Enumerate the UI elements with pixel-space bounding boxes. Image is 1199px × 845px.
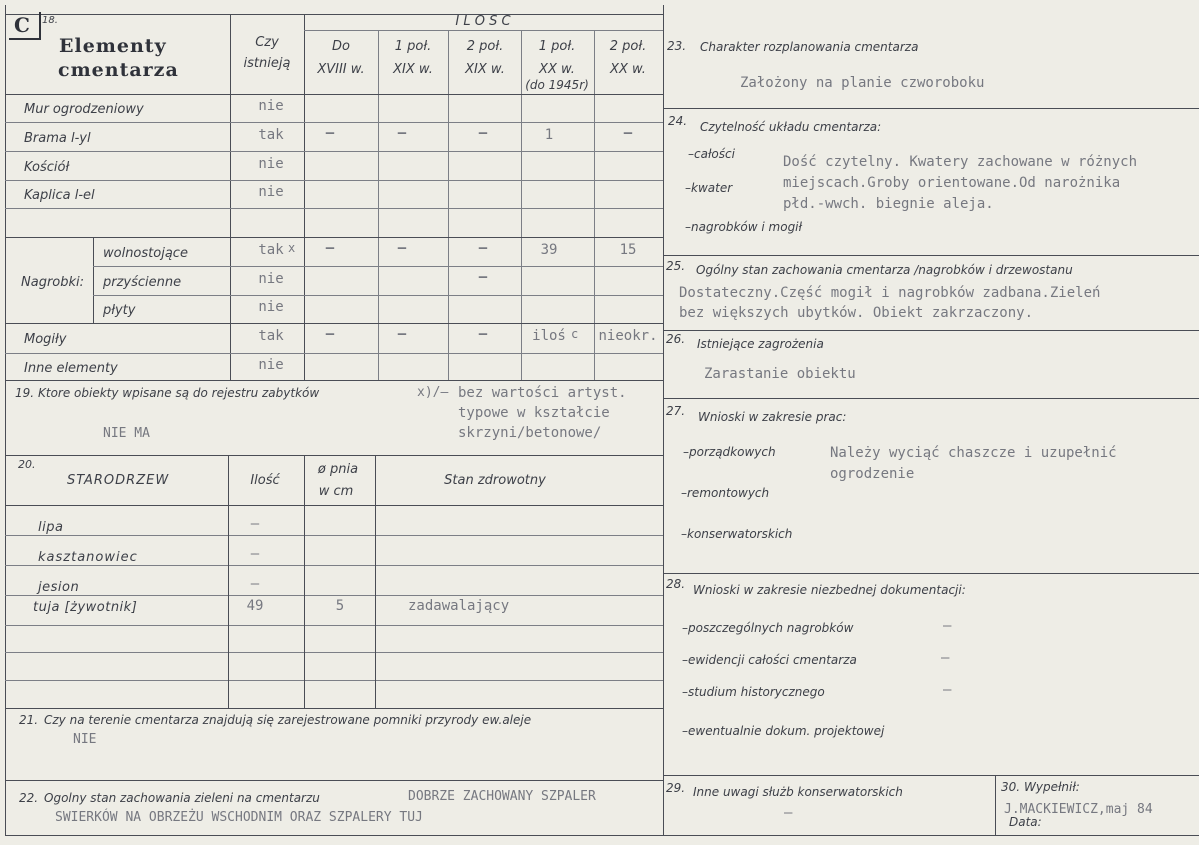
row-7-period-3: – <box>478 268 488 285</box>
row-6-period-2: – <box>397 239 407 256</box>
row-label-10: Inne elementy <box>24 360 118 376</box>
tree-name-4: tuja [żywotnik] <box>33 600 138 615</box>
row-2-period-4: 1 <box>544 126 554 143</box>
tree-qty-4: 49 <box>246 598 264 614</box>
row-2-period-1: – <box>325 124 335 141</box>
section-19-label: Ktore obiekty wpisane są do rejestru zabytków <box>38 386 320 400</box>
row-exists-1: nie <box>258 98 284 114</box>
section-25-number: 25. <box>666 259 686 273</box>
col-diam-2: w cm <box>318 484 354 499</box>
row-exists-6: tak <box>258 241 284 258</box>
section-24-label: Czytelność układu cmentarza: <box>700 120 882 134</box>
row-2-period-3: – <box>478 124 488 141</box>
col-ilosc: I L O S C <box>455 14 511 29</box>
row-exists-2: tak <box>258 126 284 143</box>
tree-name-1: lipa <box>38 520 64 535</box>
section-19-footnote-mark: x)/– <box>417 385 449 400</box>
section-28-number: 28. <box>666 577 686 591</box>
row-9-period-5: nieokr. <box>598 328 658 344</box>
section-28-item-2-value: – <box>941 650 950 666</box>
col-diam-1: ø pnia <box>317 462 359 477</box>
section-29-value: – <box>784 805 793 821</box>
section-22-number: 22. <box>19 791 39 805</box>
section-24-item-2: –kwater <box>685 181 733 195</box>
period-header-4-line-3: (do 1945r) <box>525 78 589 92</box>
row-6-period-1: – <box>325 239 335 256</box>
row-9-period-4: iloś <box>532 328 566 344</box>
section-24-value-2: miejscach.Groby orientowane.Od narożnika <box>783 175 1121 191</box>
period-header-1-line-2: XVIII w. <box>317 62 365 77</box>
section-22-label: Ogolny stan zachowania zieleni na cmentarzu <box>44 791 320 805</box>
section-21-value: NIE <box>73 732 97 747</box>
row-label-2: Brama l-yl <box>24 130 91 146</box>
footnote-mark-x: x <box>288 241 296 255</box>
section-28-item-4: –ewentualnie dokum. projektowej <box>682 724 885 738</box>
section-19-footnote-3: skrzyni/betonowe/ <box>458 425 602 441</box>
row-6-period-5: 15 <box>619 241 637 258</box>
section-24-value-3: płd.-wwch. biegnie aleja. <box>783 196 994 212</box>
row-label-8: płyty <box>103 303 136 318</box>
row-2-period-2: – <box>397 124 407 141</box>
section-26-value: Zarastanie obiektu <box>704 366 856 382</box>
section-28-item-1-value: – <box>943 618 952 634</box>
section-24-value-1: Dość czytelny. Kwatery zachowane w różnych <box>783 154 1138 170</box>
section-29-number: 29. <box>666 781 686 795</box>
section-20-number: 20. <box>18 458 36 471</box>
section-27-item-3: –konserwatorskich <box>681 527 793 541</box>
tree-qty-1: – <box>250 516 260 532</box>
tree-name-3: jesion <box>38 580 80 595</box>
col-exists-1: Czy <box>255 35 279 50</box>
section-22-value-1: DOBRZE ZACHOWANY SZPALER <box>408 789 596 804</box>
section-26-label: Istniejące zagrożenia <box>697 337 824 351</box>
section-19-footnote-2: typowe w kształcie <box>458 405 610 421</box>
row-exists-10: nie <box>258 356 284 373</box>
row-label-6: wolnostojące <box>103 245 188 261</box>
section-30-number: 30. <box>1001 780 1021 794</box>
row-9-period-1: – <box>325 326 335 342</box>
section-27-number: 27. <box>666 404 686 418</box>
period-header-5-line-2: XX w. <box>610 62 646 77</box>
section-22-value-2: SWIERKÓW NA OBRZEŻU WSCHODNIM ORAZ SZPALERY TUJ <box>55 810 423 825</box>
section-28-item-3-value: – <box>943 682 952 698</box>
section-25-value-1: Dostateczny.Część mogił i nagrobków zadbana.Zieleń <box>679 285 1101 301</box>
tree-diam-4: 5 <box>335 598 345 614</box>
row-label-3: Kościół <box>24 159 70 175</box>
row-exists-7: nie <box>258 270 284 287</box>
section-28-item-2: –ewidencji całości cmentarza <box>682 653 857 667</box>
period-header-5-line-1: 2 poł. <box>609 39 647 54</box>
section-19-value: NIE MA <box>103 426 150 441</box>
section-24-item-1: –całości <box>688 147 735 161</box>
section-18-title-2: cmentarza <box>58 59 179 81</box>
section-20-header: STARODRZEW <box>67 473 170 488</box>
row-9-period-2: – <box>397 326 407 342</box>
row-label-9: Mogiły <box>24 332 67 347</box>
section-30-value: J.MACKIEWICZ,maj 84 <box>1004 802 1153 817</box>
row-6-period-3: – <box>478 239 488 256</box>
row-exists-8: nie <box>258 299 284 315</box>
section-23-value: Założony na planie czworoboku <box>740 75 985 91</box>
period-header-1-line-1: Do <box>332 39 350 54</box>
section-28-label: Wnioski w zakresie niezbednej dokumentacji: <box>693 583 966 597</box>
section-21-number: 21. <box>19 713 39 727</box>
section-30-date-label: Data: <box>1009 815 1042 829</box>
section-24-number: 24. <box>668 114 688 128</box>
row-2-period-5: – <box>623 124 633 141</box>
period-header-3-line-1: 2 poł. <box>466 39 504 54</box>
section-18-title-1: Elementy <box>59 35 167 57</box>
row-6-period-4: 39 <box>540 241 558 258</box>
section-30-label: Wypełnił: <box>1024 780 1080 794</box>
section-29-label: Inne uwagi służb konserwatorskich <box>693 785 903 799</box>
footnote-mark-c: c <box>571 327 579 341</box>
section-27-value-2: ogrodzenie <box>830 466 915 482</box>
section-24-item-3: –nagrobków i mogił <box>685 220 802 234</box>
card-letter: C <box>14 13 31 37</box>
section-25-value-2: bez większych ubytków. Obiekt zakrzaczony. <box>679 305 1034 321</box>
row-exists-4: nie <box>258 184 284 200</box>
tree-qty-3: – <box>250 576 260 592</box>
section-28-item-3: –studium historycznego <box>682 685 825 699</box>
col-exists-2: istnieją <box>243 56 291 71</box>
section-19-footnote-1: bez wartości artyst. <box>458 385 627 401</box>
section-26-number: 26. <box>666 332 686 346</box>
period-header-4-line-2: XX w. <box>539 62 575 77</box>
section-19-number: 19. <box>15 386 35 400</box>
section-28-item-1: –poszczególnych nagrobków <box>682 621 854 635</box>
col-health: Stan zdrowotny <box>444 473 546 488</box>
row-label-4: Kaplica l-el <box>24 188 95 203</box>
section-27-item-2: –remontowych <box>681 486 770 500</box>
row-label-1: Mur ogrodzeniowy <box>24 102 144 117</box>
row-label-7: przyścienne <box>103 274 182 290</box>
tree-name-2: kasztanowiec <box>38 550 138 565</box>
period-header-2-line-2: XIX w. <box>393 62 433 77</box>
section-27-item-1: –porządkowych <box>683 445 776 459</box>
col-qty: Ilość <box>250 473 280 488</box>
tree-qty-2: – <box>250 546 260 562</box>
row-exists-9: tak <box>258 328 284 344</box>
nagrobki-label: Nagrobki: <box>21 275 85 290</box>
section-18-number: 18. <box>42 15 58 26</box>
section-25-label: Ogólny stan zachowania cmentarza /nagrobków i drzewostanu <box>696 263 1073 277</box>
section-27-value-1: Należy wyciąć chaszcze i uzupełnić <box>830 445 1117 461</box>
row-9-period-3: – <box>478 326 488 342</box>
row-exists-3: nie <box>258 155 284 172</box>
section-23-number: 23. <box>667 39 687 53</box>
period-header-2-line-1: 1 poł. <box>394 39 432 54</box>
section-23-label: Charakter rozplanowania cmentarza <box>700 40 919 54</box>
section-27-label: Wnioski w zakresie prac: <box>698 410 847 424</box>
section-21-label: Czy na terenie cmentarza znajdują się zarejestrowane pomniki przyrody ew.aleje <box>44 713 532 727</box>
period-header-4-line-1: 1 poł. <box>538 39 576 54</box>
period-header-3-line-2: XIX w. <box>465 62 505 77</box>
tree-health-4: zadawalający <box>408 598 510 614</box>
